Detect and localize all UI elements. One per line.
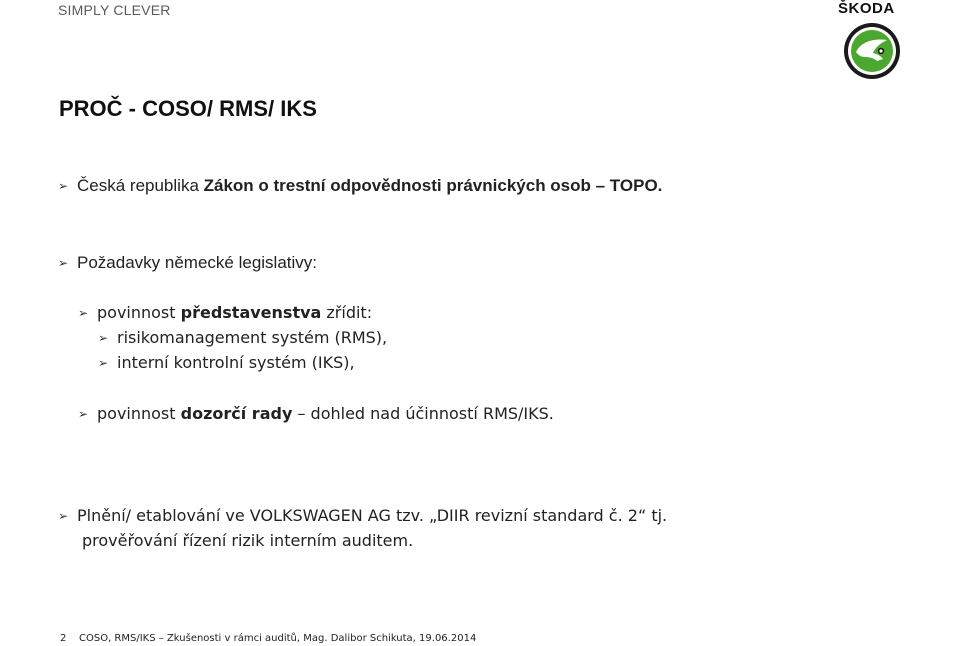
bullet-board-prefix: povinnost (97, 303, 181, 322)
bullet-czech-bold: Zákon o trestní odpovědnosti právnických osob – TOPO. (203, 176, 663, 195)
bullet-board-duty (78, 303, 372, 322)
bullet-german-legislation (58, 253, 317, 273)
bullet-iks (98, 353, 355, 372)
bullet-rms-text: risikomanagement systém (RMS), (117, 328, 388, 347)
bullet-german-text: Požadavky německé legislativy: (77, 253, 318, 272)
arrow-bullet-icon: ➢ (98, 331, 109, 345)
bullet-supervisory-bold: dozorčí rady (180, 404, 293, 423)
bullet-vw-line2: prověřování řízení rizik interním auditem. (82, 531, 414, 550)
bullet-iks-text: interní kontrolní systém (IKS), (117, 353, 355, 372)
bullet-board-suffix: zřídit: (321, 303, 373, 322)
bullet-vw-line1: Plnění/ etablování ve VOLKSWAGEN AG tzv. „DIIR revizní standard č. 2“ tj. (77, 506, 668, 525)
page-number: 2 (60, 633, 67, 644)
arrow-bullet-icon: ➢ (58, 509, 69, 523)
arrow-bullet-icon: ➢ (98, 356, 109, 370)
page-footer (60, 633, 476, 644)
bullet-rms (98, 328, 387, 347)
bullet-czech-text: Česká republika (77, 176, 204, 195)
bullet-supervisory-prefix: povinnost (97, 404, 181, 423)
brand-wordmark: ŠKODA (838, 0, 895, 17)
brand-tagline: SIMPLY CLEVER (58, 2, 171, 18)
arrow-bullet-icon: ➢ (58, 179, 69, 193)
bullet-volkswagen (58, 506, 667, 525)
arrow-bullet-icon: ➢ (78, 407, 89, 421)
bullet-czech-law (58, 176, 662, 196)
bullet-supervisory-board (78, 404, 554, 423)
skoda-logo-icon (843, 22, 901, 80)
bullet-board-bold: představenstva (180, 303, 322, 322)
page-title: PROČ - COSO/ RMS/ IKS (59, 96, 317, 121)
arrow-bullet-icon: ➢ (78, 306, 89, 320)
bullet-supervisory-suffix: – dohled nad účinností RMS/IKS. (292, 404, 554, 423)
arrow-bullet-icon: ➢ (58, 256, 69, 270)
footer-text: COSO, RMS/IKS – Zkušenosti v rámci auditů, Mag. Dalibor Schikuta, 19.06.2014 (79, 633, 477, 644)
